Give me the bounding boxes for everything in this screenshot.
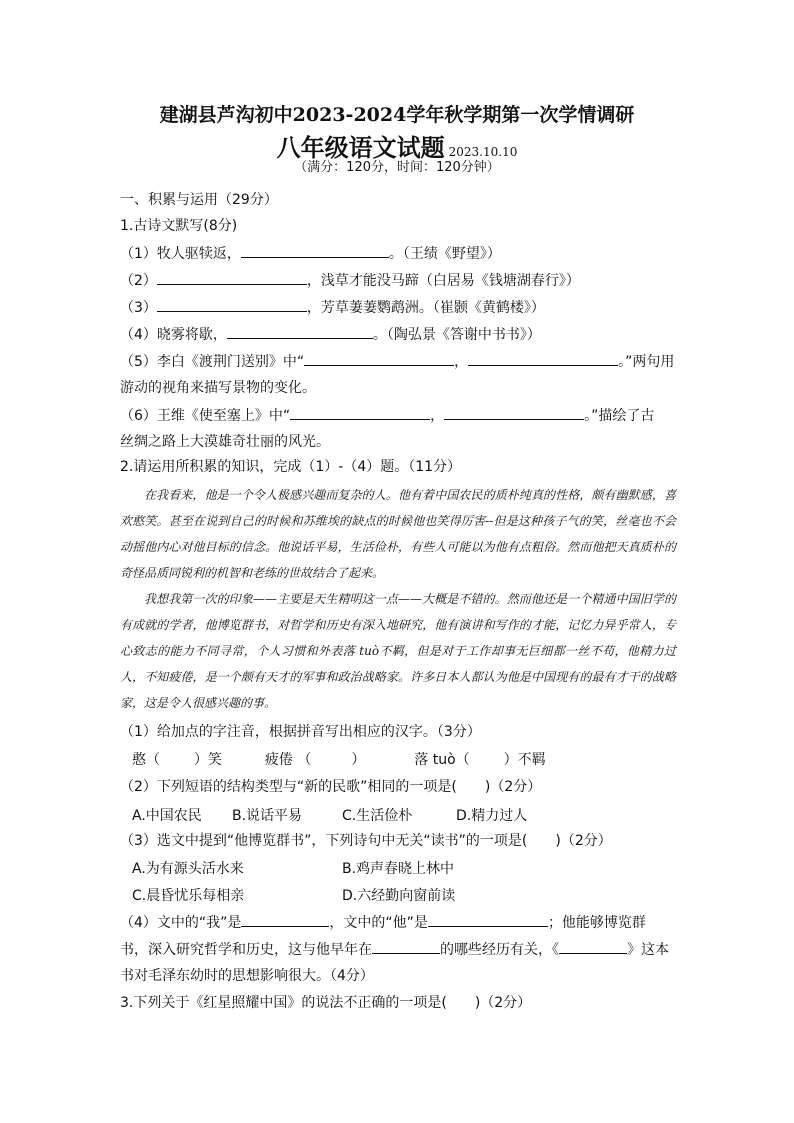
- q1-item-4: [120, 324, 541, 345]
- q1-item-6: [120, 405, 654, 426]
- q1-item-5-text-b: 。”两句用: [618, 354, 675, 370]
- pinyin-item-2-end: ）: [351, 752, 366, 768]
- q1-title: 1.古诗文默写(8分): [120, 218, 238, 234]
- answer-blank[interactable]: [428, 912, 548, 927]
- q1-item-6-cont: 丝绸之路上大漠雄奇壮丽的风光。: [120, 434, 330, 450]
- pinyin-item-1-end: ）笑: [194, 752, 222, 768]
- option-b[interactable]: B.鸡声春晓上林中: [342, 861, 455, 877]
- q2-sub4-text-a: （4）文中的“我”是: [120, 915, 242, 931]
- option-a[interactable]: A.中国农民: [132, 808, 202, 824]
- option-a[interactable]: A.为有源头活水来: [132, 861, 244, 877]
- answer-blank[interactable]: [311, 750, 351, 764]
- exam-title: 八年级语文试题: [276, 133, 445, 162]
- q1-item-6-mid: ，: [430, 408, 445, 424]
- exam-date: 2023.10.10: [448, 145, 518, 159]
- q2-sub4-text-c: ；他能够博览群: [547, 915, 646, 931]
- q1-item-2-text-a: （2）: [120, 273, 157, 289]
- answer-blank[interactable]: [157, 270, 307, 285]
- q2-title: 2.请运用所积累的知识，完成（1）-（4）题。（11分）: [120, 459, 462, 475]
- q1-item-6-text-a: （6）王维《使至塞上》中“: [120, 408, 291, 424]
- q2-sub4-line1: [120, 912, 646, 933]
- q1-item-5-cont: 游动的视角来描写景物的变化。: [120, 380, 316, 396]
- reading-passage: [120, 482, 676, 716]
- passage-paragraph-1: 在我看来，他是一个令人极感兴趣而复杂的人。他有着中国农民的质朴纯真的性格，颇有幽默感，喜欢憨笑。甚至在说到自己的时候和苏维埃的缺点的时候他也笑得厉害--但是这种孩子气的笑，丝毫也不会动摇他内心对他目标的信念。他说话平易，生活俭朴，有些人可能以为他有点粗俗。然而他把天真质朴的奇怪品质同锐利的机智和老练的世故结合了起来。: [120, 488, 676, 580]
- answer-blank[interactable]: [241, 912, 329, 927]
- answer-blank[interactable]: [372, 939, 440, 954]
- option-d[interactable]: D.精力过人: [456, 808, 528, 824]
- q1-item-4-text-b: 。（陶弘景《答谢中书书》）: [372, 327, 541, 343]
- answer-blank[interactable]: [290, 405, 430, 420]
- section-heading: 一、积累与运用（29分）: [120, 192, 278, 208]
- answer-blank[interactable]: [470, 750, 504, 764]
- q2-sub4-line3: 书对毛泽东幼时的思想影响很大。（4分）: [120, 968, 374, 984]
- answer-blank[interactable]: [241, 243, 389, 258]
- q2-sub4-text-e: 的哪些经历有关，《: [440, 942, 559, 958]
- exam-info: （满分：120分，时间：120分钟）: [294, 160, 500, 175]
- q1-item-1-text-b: 。（王绩《野望》）: [388, 246, 501, 262]
- answer-blank[interactable]: [160, 750, 194, 764]
- q1-item-2-text-b: ，浅草才能没马蹄（白居易《钱塘湖春行》）: [306, 273, 580, 289]
- option-d[interactable]: D.六经勤向窗前读: [342, 888, 456, 904]
- answer-blank[interactable]: [157, 297, 307, 312]
- q1-item-1-text-a: （1）牧人驱犊返，: [120, 246, 241, 262]
- option-c[interactable]: C.晨昏忧乐每相亲: [132, 888, 245, 904]
- q2-sub2: （2）下列短语的结构类型与“新的民歌”相同的一项是( )（2分）: [120, 779, 542, 795]
- school-title: 建湖县芦沟初中2023-2024学年秋学期第一次学情调研: [159, 104, 635, 126]
- q1-item-3-text-a: （3）: [120, 300, 157, 316]
- answer-blank[interactable]: [468, 351, 618, 366]
- q2-sub1: （1）给加点的字注音，根据拼音写出相应的汉字。（3分）: [120, 724, 481, 740]
- q1-item-4-text-a: （4）晓雾将歇，: [120, 327, 227, 343]
- q2-sub4-text-b: ，文中的“他”是: [329, 915, 428, 931]
- pinyin-item-1: 憨（: [132, 752, 160, 768]
- q1-item-3-text-b: ，芳草萋萋鹦鹉洲。（崔颢《黄鹤楼》）: [306, 300, 545, 316]
- passage-paragraph-2: 我想我第一次的印象——主要是天生精明这一点——大概是不错的。然而他还是一个精通中国旧学的有成就的学者，他博览群书，对哲学和历史有深入地研究，他有演讲和写作的才能，记忆力异乎常人，专心致志的能力不同寻常，个人习惯和外表落 tuò不羁，但是对于工作却事无巨细都一丝不苟，他精力过人，不知疲倦，是一个颇有天才的军事和政治战略家。许多日本人都认为他是中国现有的最有才干的战略家，这是令人很感兴趣的事。: [120, 592, 676, 710]
- pinyin-item-2: 疲倦 （: [264, 752, 312, 768]
- pinyin-item-3-end: ）不羁: [503, 752, 546, 768]
- q2-sub4-text-f: 》这本: [627, 942, 669, 958]
- option-c[interactable]: C.生活俭朴: [342, 808, 413, 824]
- q1-item-5-mid: ，: [454, 354, 469, 370]
- q2-sub3: （3）选文中提到“他博览群书”，下列诗句中无关“读书”的一项是( )（2分）: [120, 833, 612, 849]
- answer-blank[interactable]: [304, 351, 454, 366]
- answer-blank[interactable]: [559, 939, 627, 954]
- q1-item-5: [120, 351, 674, 372]
- q1-item-6-text-b: 。”描绘了古: [584, 408, 655, 424]
- q2-sub1-items: [132, 750, 546, 770]
- q2-sub4-line2: [120, 939, 669, 960]
- answer-blank[interactable]: [227, 324, 373, 339]
- answer-blank[interactable]: [444, 405, 584, 420]
- q1-item-1: [120, 243, 501, 264]
- q1-item-3: [120, 297, 545, 318]
- pinyin-item-3: 落 tuò（: [414, 752, 470, 768]
- q1-item-5-text-a: （5）李白《渡荆门送别》中“: [120, 354, 305, 370]
- q3-title: 3.下列关于《红星照耀中国》的说法不正确的一项是( )（2分）: [120, 995, 532, 1011]
- q1-item-2: [120, 270, 580, 291]
- option-b[interactable]: B.说话平易: [232, 808, 303, 824]
- q2-sub4-text-d: 书，深入研究哲学和历史，这与他早年在: [120, 942, 372, 958]
